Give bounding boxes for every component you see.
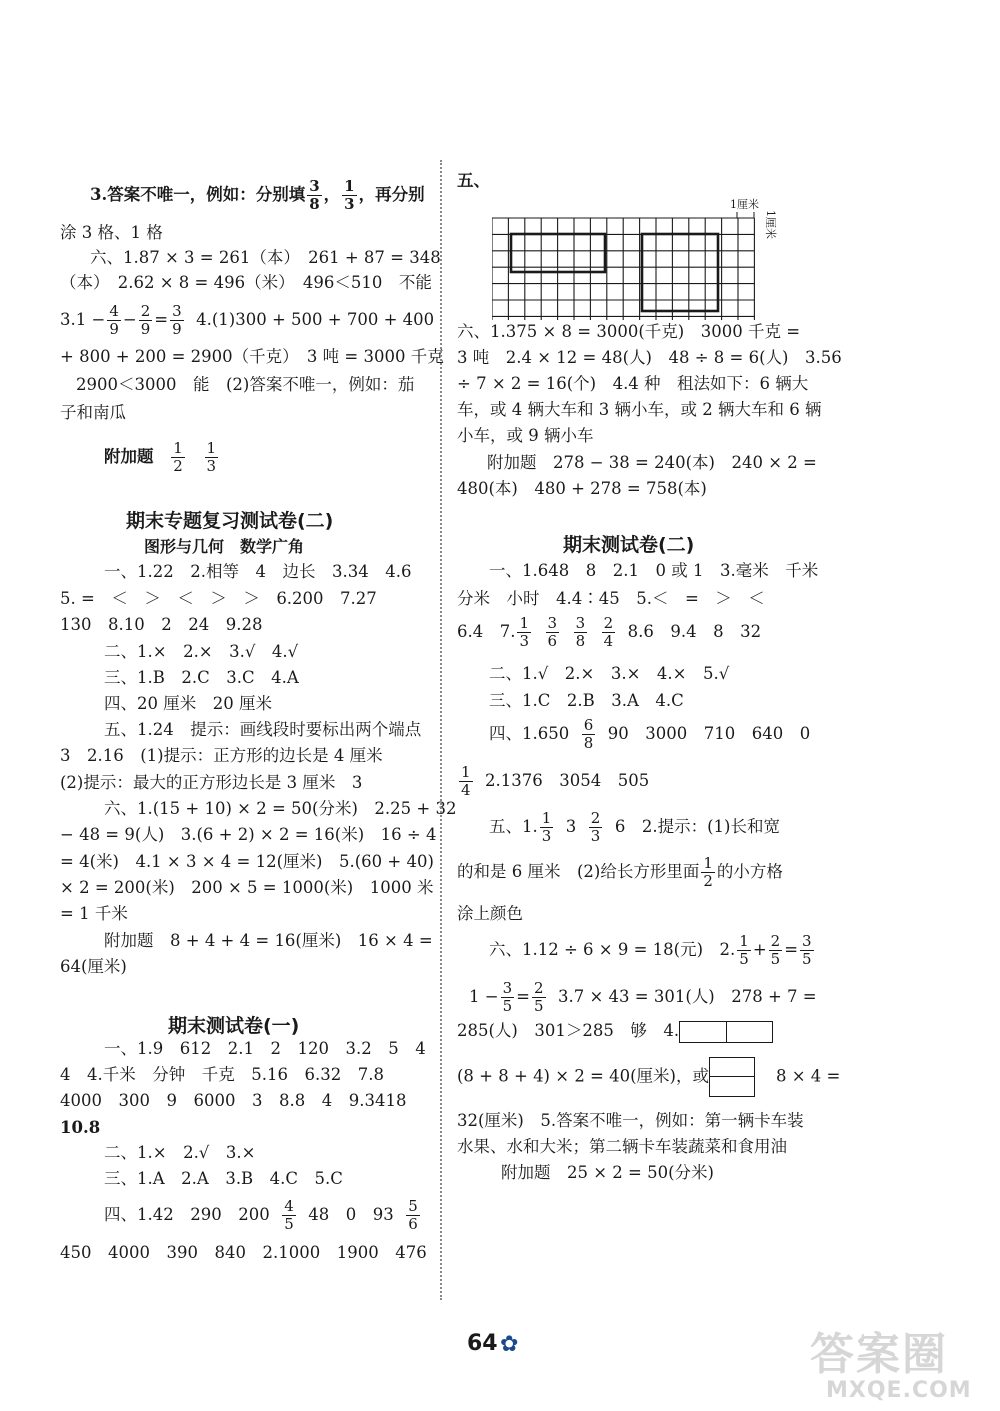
denominator: 5 (739, 950, 749, 968)
line: 一、1.648 8 2.1 0 或 1 3.毫米 千米 (489, 561, 819, 580)
text: 四、1.650 (489, 724, 570, 743)
numerator: 1 (703, 854, 713, 872)
fraction (171, 440, 185, 475)
line-with-fractions (469, 980, 817, 1015)
numerator: 2 (590, 809, 601, 827)
page-number: 64 (467, 1331, 498, 1356)
numerator: 1 (173, 439, 183, 457)
line: 四、20 厘米 20 厘米 (104, 694, 272, 713)
text: 2.1376 3054 505 (485, 771, 650, 790)
line: 涂上颜色 (457, 904, 523, 923)
line: 10.8 (60, 1118, 101, 1137)
unit-brace (737, 212, 754, 218)
numerator: 4 (284, 1197, 294, 1215)
denominator: 5 (770, 950, 781, 968)
line: 一、1.22 2.相等 4 边长 3.34 4.6 (104, 562, 412, 581)
denominator: 5 (533, 997, 544, 1015)
numerator: 3 (172, 302, 182, 320)
unit-label-top: 1厘米 (730, 198, 759, 211)
text: 六、1.12 ÷ 6 × 9 = 18(元) 2. (489, 940, 736, 959)
fraction (501, 980, 515, 1015)
numerator: 1 (344, 177, 355, 195)
fraction (701, 855, 715, 890)
line: 450 4000 390 840 2.1000 1900 476 (60, 1243, 427, 1262)
numerator: 2 (533, 979, 544, 997)
numerator: 1 (206, 439, 217, 457)
denominator: 3 (344, 195, 355, 213)
numerator: 1 (461, 763, 471, 781)
line: = 1 千米 (60, 904, 128, 923)
line: 32(厘米) 5.答案不唯一，例如：第一辆卡车装 (457, 1111, 804, 1130)
line: 5. = ＜ ＞ ＜ ＞ ＞ 6.200 7.27 (60, 589, 377, 608)
section-heading: 五、 (457, 171, 490, 190)
numerator: 2 (140, 302, 151, 320)
line-with-fractions (457, 764, 649, 799)
line: (2)提示：最大的正方形边长是 3 厘米 3 (60, 773, 363, 792)
flower-icon: ✿ (500, 1332, 519, 1357)
line: 附加题 8 + 4 + 4 = 16(厘米) 16 × 4 = (104, 931, 433, 950)
denominator: 9 (172, 320, 182, 338)
line-with-fractions (457, 855, 783, 890)
column-divider (440, 160, 442, 1300)
line: × 2 = 200(米) 200 × 5 = 1000(米) 1000 米 (60, 878, 434, 897)
line: − 48 = 9(人) 3.(6 + 2) × 2 = 16(米) 16 ÷ 4 (60, 825, 437, 844)
text: 285(人) 301＞285 够 4. (457, 1021, 680, 1040)
line-with-fractions (489, 810, 780, 845)
denominator: 8 (309, 195, 320, 213)
text: 6.4 7. (457, 622, 516, 641)
denominator: 8 (575, 632, 586, 650)
line-with-boxes (457, 1057, 840, 1097)
denominator: 3 (590, 827, 601, 845)
text: 3.答案不唯一，例如：分别填 (90, 185, 306, 204)
line: 水果、水和大米；第二辆卡车装蔬菜和食用油 (457, 1137, 787, 1156)
rectangle-figure-tall (709, 1057, 755, 1097)
numerator: 1 (541, 809, 552, 827)
unit-label-side: 1厘米 (764, 210, 777, 239)
line: 130 8.10 2 24 9.28 (60, 615, 263, 634)
denominator: 6 (547, 632, 558, 650)
fraction (517, 615, 531, 650)
fraction (170, 303, 184, 338)
line: 4 4.千米 分钟 千克 5.16 6.32 7.8 (60, 1065, 384, 1084)
line-fraction-eq (60, 303, 434, 338)
fraction (737, 933, 751, 968)
numerator: 3 (309, 177, 320, 195)
numerator: 6 (583, 716, 594, 734)
text: 的小方格 (716, 862, 783, 881)
denominator: 3 (519, 632, 530, 650)
denominator: 2 (173, 457, 183, 475)
fraction (574, 615, 588, 650)
denominator: 5 (502, 997, 513, 1015)
fraction (282, 1198, 296, 1233)
line: 六、1.(15 + 10) × 2 = 50(分米) 2.25 + 32 (104, 799, 457, 818)
denominator: 3 (206, 457, 217, 475)
numerator: 2 (603, 614, 614, 632)
text: 四、1.42 290 200 (104, 1205, 270, 1224)
text: 的和是 6 厘米 (2)给长方形里面 (457, 862, 700, 881)
fraction (769, 933, 783, 968)
bonus-label: 附加题 (104, 447, 154, 466)
line: ÷ 7 × 2 = 16(个) 4.4 种 租法如下：6 辆大 (457, 374, 809, 393)
line-with-fractions (457, 615, 761, 650)
line: 二、1.× 2.√ 3.× (104, 1143, 256, 1162)
line: 2900＜3000 能 (2)答案不唯一，例如：茄 (76, 375, 415, 394)
rectangle-figure-wide (679, 1021, 773, 1043)
line: 4000 300 9 6000 3 8.8 4 9.3418 (60, 1091, 407, 1110)
denominator: 9 (109, 320, 119, 338)
line: 分米 小时 4.4∶45 5.＜ = ＞ ＜ (457, 589, 765, 608)
fraction (307, 178, 321, 213)
denominator: 9 (140, 320, 151, 338)
fraction (139, 303, 153, 338)
watermark-url: MXQE.COM (826, 1378, 972, 1403)
line: 三、1.C 2.B 3.A 4.C (489, 691, 684, 710)
fraction (532, 980, 546, 1015)
denominator: 3 (541, 827, 552, 845)
line: 3 吨 2.4 × 12 = 48(人) 48 ÷ 8 = 6(人) 3.56 (457, 348, 842, 367)
denominator: 2 (703, 872, 713, 890)
line: 六、1.375 × 8 = 3000(千克) 3000 千克 = (457, 322, 801, 341)
bonus-line (104, 440, 220, 475)
fraction (406, 1198, 420, 1233)
fraction (589, 810, 603, 845)
fraction (800, 933, 814, 968)
text: = (516, 987, 530, 1006)
line: = 4(米) 4.1 × 3 × 4 = 12(厘米) 5.(60 + 40) (60, 852, 434, 871)
line: 二、1.√ 2.× 3.× 4.× 5.√ (489, 664, 730, 683)
section-title: 期末测试卷(二) (563, 534, 695, 556)
text: 4.(1)300 + 500 + 700 + 400 (196, 310, 435, 329)
text: (8 + 8 + 4) × 2 = 40(厘米)，或 (457, 1066, 709, 1086)
line-with-boxes (457, 1020, 773, 1043)
line: + 800 + 200 = 2900（千克） 3 吨 = 3000 千克 (60, 347, 444, 366)
denominator: 4 (603, 632, 614, 650)
line: 车，或 4 辆大车和 3 辆小车，或 2 辆大车和 6 辆 (457, 400, 822, 419)
section-title: 期末测试卷(一) (168, 1015, 300, 1037)
numerator: 4 (109, 302, 119, 320)
numerator: 3 (802, 932, 812, 950)
line: （本） 2.62 × 8 = 496（米） 496＜510 不能 (60, 273, 432, 292)
line: 64(厘米) (60, 957, 127, 976)
fraction (205, 440, 219, 475)
text: = (784, 940, 799, 959)
text: 3.1 − (60, 310, 106, 329)
line: 三、1.A 2.A 3.B 4.C 5.C (104, 1169, 343, 1188)
fraction (342, 178, 356, 213)
text: 8 × 4 = (775, 1066, 841, 1086)
watermark-logo: 答案圈 (810, 1329, 948, 1380)
numerator: 2 (770, 932, 781, 950)
text: 90 3000 710 640 0 (607, 724, 811, 743)
line-3-answer: 3.答案不唯一，例如：分别填 $\frac{3}{8}$ ， $\frac{1}{3}$ ，再分别 (90, 177, 425, 213)
line: 一、1.9 612 2.1 2 120 3.2 5 4 (104, 1039, 426, 1058)
section-title: 期末专题复习测试卷(二) (126, 510, 334, 532)
line: 3 2.16 (1)提示：正方形的边长是 4 厘米 (60, 746, 383, 765)
fraction (602, 615, 616, 650)
denominator: 8 (583, 734, 594, 752)
text: 3 (565, 817, 577, 836)
text: 8.6 9.4 8 32 (627, 622, 762, 641)
box-divider (726, 1022, 727, 1042)
text: − (122, 310, 137, 329)
text: = (154, 310, 169, 329)
text: 1 − (469, 987, 499, 1006)
denominator: 5 (284, 1215, 294, 1233)
section-subtitle: 图形与几何 数学广角 (144, 537, 305, 556)
denominator: 5 (802, 950, 812, 968)
fraction (582, 717, 596, 752)
denominator: 4 (461, 781, 471, 799)
text: 48 0 93 (308, 1205, 394, 1224)
line-with-fractions (489, 717, 810, 752)
box-divider (710, 1076, 754, 1077)
line: 三、1.B 2.C 3.C 4.A (104, 668, 299, 687)
line: 小车，或 9 辆小车 (457, 426, 594, 445)
line: 子和南瓜 (60, 403, 126, 422)
numerator: 5 (408, 1197, 418, 1215)
numerator: 3 (547, 614, 558, 632)
text: 五、1. (489, 817, 538, 836)
numerator: 3 (575, 614, 586, 632)
fraction (459, 764, 473, 799)
numerator: 1 (519, 614, 530, 632)
text: 6 2.提示：(1)长和宽 (614, 817, 780, 836)
denominator: 6 (408, 1215, 418, 1233)
line-with-fractions (104, 1198, 422, 1233)
text: ，再分别 (358, 185, 425, 204)
line: 附加题 278 − 38 = 240(本) 240 × 2 = (487, 453, 817, 472)
line: 480(本) 480 + 278 = 758(本) (457, 479, 707, 498)
text: 3.7 × 43 = 301(人) 278 + 7 = (558, 987, 817, 1006)
numerator: 1 (739, 932, 749, 950)
line: 附加题 25 × 2 = 50(分米) (501, 1163, 714, 1182)
square-grid (492, 194, 792, 320)
line: 涂 3 格、1 格 (60, 223, 163, 242)
line: 六、1.87 × 3 = 261（本） 261 + 87 = 348 (90, 248, 441, 267)
text: + (752, 940, 767, 959)
fraction (546, 615, 560, 650)
fraction (540, 810, 554, 845)
fraction (107, 303, 121, 338)
line: 五、1.24 提示：画线段时要标出两个端点 (104, 720, 422, 739)
line-with-fractions (489, 933, 816, 968)
line: 二、1.× 2.× 3.√ 4.√ (104, 642, 299, 661)
numerator: 3 (502, 979, 513, 997)
